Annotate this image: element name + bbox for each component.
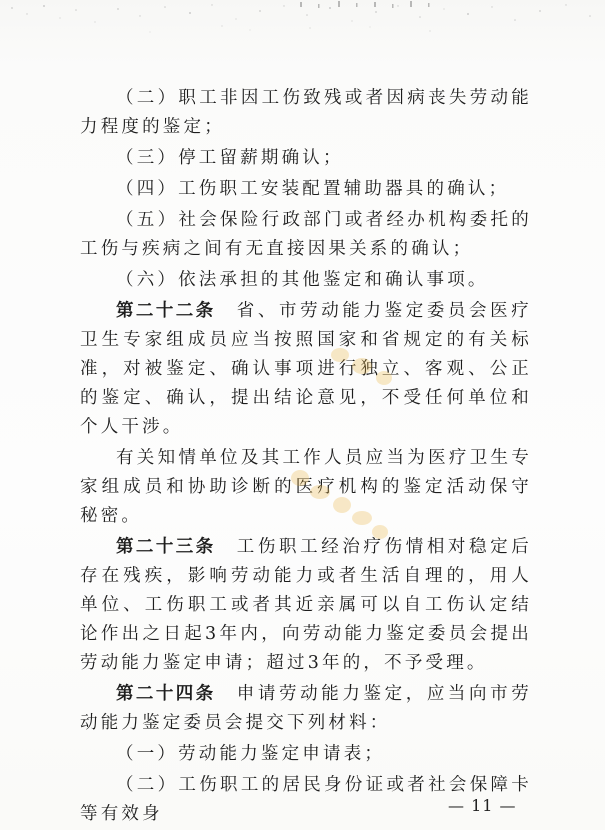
paragraph-item-5 <box>80 206 532 264</box>
paragraph-confidentiality <box>80 444 532 531</box>
paragraph-item-6 <box>80 266 532 295</box>
page-number: — 11 — <box>448 796 517 815</box>
paragraph-text: （三）停工留薪期确认； <box>116 148 344 168</box>
article-24 <box>80 680 532 738</box>
paragraph-text: （二）职工非因工伤致残或者因病丧失劳动能力程度的鉴定； <box>80 88 532 137</box>
paragraph-item-2 <box>80 84 532 142</box>
paragraph-text: （一）劳动能力鉴定申请表； <box>116 744 386 764</box>
article-text: 申请劳动能力鉴定，应当向市劳动能力鉴定委员会提交下列材料： <box>80 684 532 733</box>
article-text: 工伤职工经治疗伤情相对稳定后存在残疾，影响劳动能力或者生活自理的，用人单位、工伤职工或者其近亲属可以自工伤认定结论作出之日起3年内，向劳动能力鉴定委员会提出劳动能力鉴定申请；超过3年的，不予受理。 <box>80 537 532 673</box>
scan-noise-top <box>0 0 605 60</box>
paragraph-text: （四）工伤职工安装配置辅助器具的确认； <box>116 179 510 199</box>
article-heading: 第二十四条 <box>116 684 216 704</box>
paragraph-list-item-1 <box>80 740 532 769</box>
paragraph-text: （五）社会保险行政部门或者经办机构委托的工伤与疾病之间有无直接因果关系的确认； <box>80 210 532 259</box>
paragraph-item-4 <box>80 175 532 204</box>
article-text: 省、市劳动能力鉴定委员会医疗卫生专家组成员应当按照国家和省规定的有关标准，对被鉴定、确认事项进行独立、客观、公正的鉴定、确认，提出结论意见，不受任何单位和个人干涉。 <box>80 301 532 437</box>
document-body <box>80 84 532 829</box>
article-heading: 第二十二条 <box>116 301 216 321</box>
paragraph-text: 有关知情单位及其工作人员应当为医疗卫生专家组成员和协助诊断的医疗机构的鉴定活动保守秘密。 <box>80 448 532 526</box>
article-22 <box>80 297 532 442</box>
paragraph-item-3 <box>80 144 532 173</box>
paragraph-text: （六）依法承担的其他鉴定和确认事项。 <box>116 270 489 290</box>
article-23 <box>80 533 532 678</box>
paragraph-text: （二）工伤职工的居民身份证或者社会保障卡等有效身 <box>80 775 532 824</box>
article-heading: 第二十三条 <box>116 537 216 557</box>
